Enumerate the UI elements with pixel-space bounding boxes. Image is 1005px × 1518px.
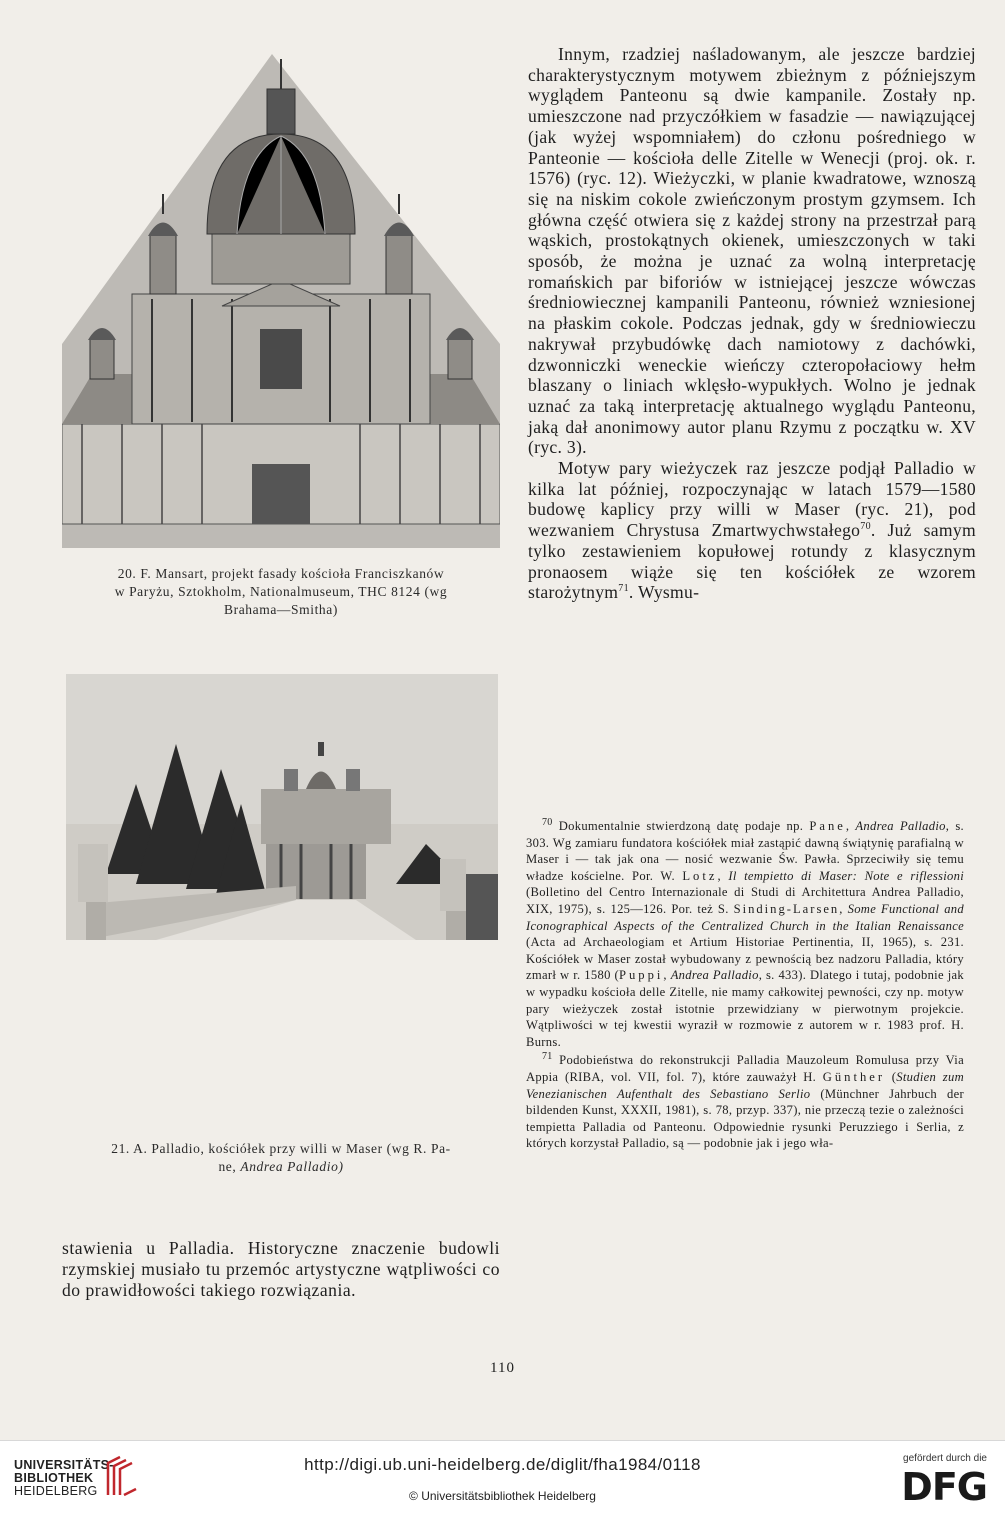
copyright-notice: © Universitätsbibliothek Heidelberg — [409, 1489, 596, 1503]
caption-line: Brahama—Smitha) — [224, 602, 338, 617]
work-title: Andrea Palladio — [670, 968, 759, 983]
footnote-text: ( — [885, 1069, 897, 1084]
caption-title: Andrea Palladio) — [240, 1159, 344, 1174]
figure-20-caption — [56, 565, 506, 619]
author-name: Lotz — [682, 868, 718, 883]
figure-21-caption — [56, 1140, 506, 1176]
caption-text: ne, — [218, 1159, 241, 1174]
caption-line — [56, 1158, 506, 1176]
dfg-logo[interactable]: DFG — [901, 1465, 987, 1509]
footnote-text: , — [717, 868, 729, 883]
caption-line: w Paryżu, Sztokholm, Nationalmuseum, THC 8124 (wg — [114, 584, 448, 599]
author-name: Günther — [822, 1069, 886, 1084]
caption-line: 20. F. Mansart, projekt fasady kościoła Franciszkanów — [117, 566, 445, 581]
logo-line: HEIDELBERG — [14, 1484, 98, 1498]
villa-church-photo-icon — [66, 674, 498, 940]
work-title: Il tempietto di Maser: Note e riflessioni — [728, 868, 965, 883]
footnote-text: , s. 303. Wg zamiaru fundatora kościółek miał zastąpić dawną świątynię parafialną w Maser i — tak jak ona — nosić wezwanie Św. Pawła. Sprzeciwiły się temu władze kościelne. Por. W. — [526, 819, 964, 883]
funded-by-label: gefördert durch die — [903, 1453, 987, 1464]
work-title: Andrea Palladio — [855, 819, 946, 833]
paragraph-2-text: Motyw pary wieżyczek raz jeszcze podjął Palladio w kilka lat później, rozpoczynając w latach 1579—1580 budowę kaplicy przy willi w Maser (ryc. 21), pod wezwaniem Chrystusa Zmartwychwstałego — [528, 458, 976, 541]
footnotes — [526, 818, 964, 1152]
footnote-number: 70 — [542, 816, 553, 828]
left-continuation-text: stawienia u Palladia. Historyczne znaczenie budowli rzymskiej musiało tu przemóc artystyczne wątpliwości co do prawidłowości takiego rozwiązania. — [62, 1238, 500, 1301]
footnote-text: (Bolletino del Centro Internazionale di Studi di Architettura Andrea Palladio, XIX, 1975), s. 125—126. Por. też S. — [526, 885, 964, 916]
footnote-text: , s. 433). Dlatego i tutaj, podobnie jak w wypadku kościoła delle Zitelle, nie mamy całkowitej pewności, czy np. motyw pary wieżyczek został istotnie przewidziany w pierwotnym projekcie. Wątpliwości w tej kwestii wyraził w rozmowie z autorem w r. 1983 prof. H. Burns. — [526, 968, 964, 1049]
logo-line: BIBLIOTHEK — [14, 1471, 94, 1485]
footnote-text: , — [663, 968, 671, 983]
work-title: Some Functional and Iconographical Aspects of the Centralized Church in the Italian Renaissance — [526, 901, 964, 933]
paragraph-1: Innym, rzadziej naśladowanym, ale jeszcze bardziej charakterystycznym motywem zbieżnym z późniejszym wyglądem Panteonu są dwie kampanile. Zostały np. umieszczone nad przyczółkiem w fasadzie — nawiązującej (jak wyżej wspomniałem) do członu pośredniego w Panteonie — kościoła delle Zitelle w Wenecji (proj. ok. r. 1576) (ryc. 12). Wieżyczki, w planie kwadratowe, wznoszą się na niskim cokole zwieńczonym prostym gzymsem. Ich główna część otwiera się z każdej strony na przestrzał parą wąskich, prostokątnych okienek, umieszczonych w taki sposób, że można je uznać za wolną interpretację romańskich par biforiów w istniejącej jeszcze wówczas średniowiecznej kampanili Panteonu, również wzniesionej na płaskim cokole. Podczas jednak, gdy w średniowieczu nakrywał przybudówkę dach namiotowy z dachówki, dzwonniczki weneckie wieńczy czteropołaciowy hełm blaszany o liniach wklęsło-wypukłych. Wolno je jednak uznać za taką interpretację aktualnego wyglądu Panteonu, jaką dał anonimowy autor planu Rzymu z początku w. XV (ryc. 3). — [528, 44, 976, 458]
footnote-text: Podobieństwa do rekonstrukcji Palladia Mauzoleum Romulusa przy Via Appia (RIBA, vol. VII, fol. 7), które zauważył H. — [526, 1053, 964, 1084]
figure-21-villa-photo — [66, 674, 498, 940]
author-name: Sinding-Larsen — [733, 901, 840, 916]
paragraph-2 — [528, 458, 976, 603]
footer — [0, 1440, 1005, 1518]
permalink-url[interactable]: http://digi.ub.uni-heidelberg.de/diglit/fha1984/0118 — [304, 1455, 701, 1474]
footnote-text: Dokumentalnie stwierdzoną datę podaje np. — [552, 819, 810, 833]
figure-20-facade-drawing — [62, 44, 500, 548]
paragraph-2-text: . Już samym tylko zestawieniem kopułowej rotundy z klasycznym pronaosem wiąże się ten kościółek ze wzorem starożytnym — [528, 520, 976, 603]
caption-line: 21. A. Palladio, kościółek przy willi w Maser (wg R. Pa- — [111, 1141, 451, 1156]
footnote-text: (Münchner Jahrbuch der bildenden Kunst, XXXII, 1981), s. 78, przyp. 337), nie przeczą tezie o zależności tempietta Palladia od Panteonu. Odpowiednie rysunki Peruzziego i Serlia, z których korzystał Palladio, są — podobnie jak i jego wła- — [526, 1086, 965, 1151]
footnote-text: , — [839, 901, 848, 916]
author-name: Puppi — [619, 968, 664, 983]
work-title: Studien zum Venezianischen Aufenthalt des Sebastiano Serlio — [526, 1069, 964, 1101]
page-number: 110 — [490, 1360, 515, 1376]
footnote-text: (Acta ad Archaeologiam et Artium Historiae Pertinentia, II, 1965), s. 231. Kościółek w Maser został wybudowany z pewnością bez nadzoru Palladia, który zmarł w r. 1580 ( — [526, 935, 964, 983]
main-text-column — [528, 44, 976, 603]
footnote-text: , — [845, 819, 856, 833]
logo-line: UNIVERSITÄTS- — [14, 1458, 114, 1472]
footnote-ref-71[interactable]: 71 — [618, 583, 629, 595]
footnote-ref-70[interactable]: 70 — [860, 521, 871, 533]
footnote-71 — [526, 1052, 964, 1152]
paragraph-2-text: . Wysmu- — [628, 582, 700, 603]
church-facade-drawing-icon — [62, 44, 500, 548]
author-name: Pane — [809, 819, 846, 833]
footnote-70 — [526, 818, 964, 1050]
footnote-number: 71 — [542, 1051, 553, 1063]
